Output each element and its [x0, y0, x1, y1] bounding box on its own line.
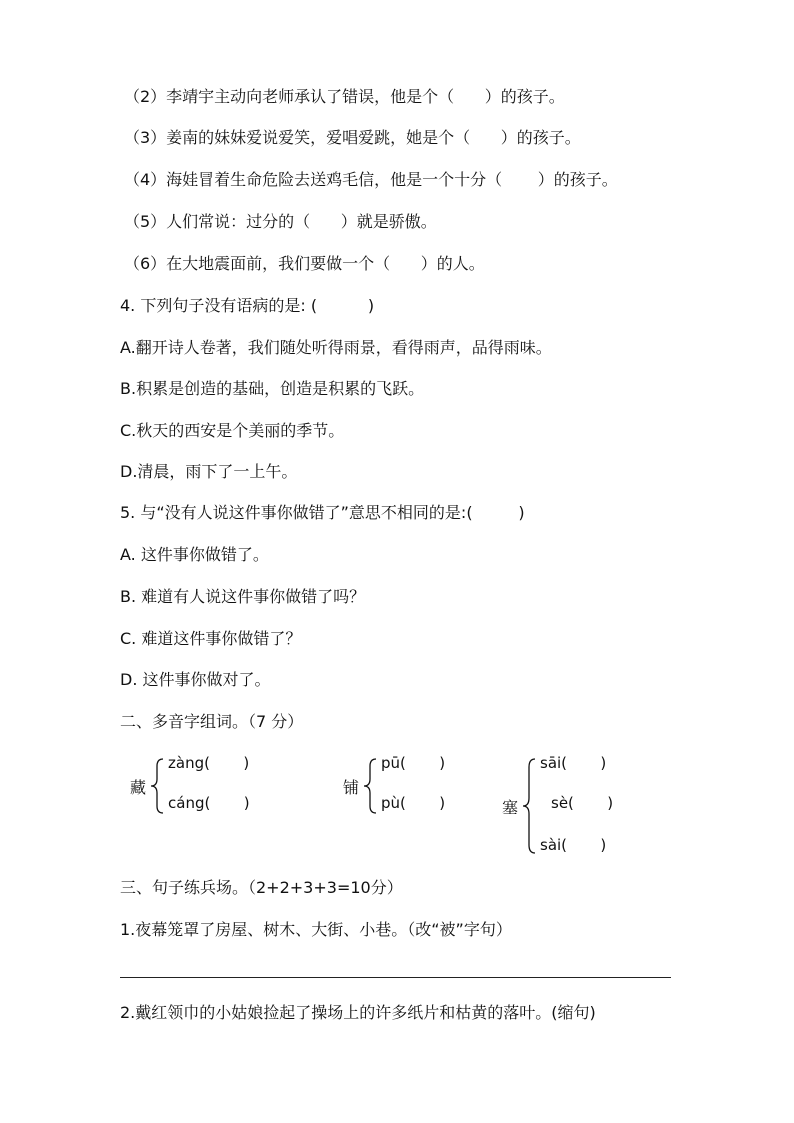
question-4-option-d: D.清晨，雨下了一上午。: [120, 462, 298, 481]
question-5-option-a: A. 这件事你做错了。: [120, 545, 269, 564]
fill-item-5: （5）人们常说：过分的（ ）就是骄傲。: [124, 212, 437, 231]
pinyin-reading: pù( ): [381, 794, 446, 812]
section-2-title: 二、多音字组词。（7 分）: [120, 712, 304, 731]
curly-brace-icon: [522, 757, 538, 855]
question-5-stem: 5. 与“没有人说这件事你做错了”意思不相同的是:( ): [120, 503, 525, 522]
pinyin-reading: cáng( ): [168, 794, 250, 812]
section-3-question-1: 1.夜幕笼罩了房屋、树木、大街、小巷。（改“被”字句）: [120, 920, 512, 939]
question-4-option-b: B.积累是创造的基础，创造是积累的飞跃。: [120, 379, 425, 398]
pinyin-reading: zàng( ): [168, 754, 250, 772]
question-5-option-d: D. 这件事你做对了。: [120, 670, 271, 689]
pinyin-reading: sāi( ): [540, 754, 607, 772]
pinyin-reading: pū( ): [381, 754, 446, 772]
pinyin-reading: sè( ): [551, 794, 614, 812]
fill-item-4: （4）海娃冒着生命危险去送鸡毛信，他是一个十分（ ）的孩子。: [124, 170, 618, 189]
fill-item-2: （2）李靖宇主动向老师承认了错误，他是个（ ）的孩子。: [124, 87, 565, 106]
question-4-stem: 4. 下列句子没有语病的是: ( ): [120, 296, 375, 315]
section-3-question-2: 2.戴红领巾的小姑娘捡起了操场上的许多纸片和枯黄的落叶。(缩句): [120, 1003, 596, 1022]
polyphone-char: 铺: [343, 778, 360, 797]
pinyin-reading: sài( ): [540, 836, 607, 854]
answer-line[interactable]: [120, 977, 671, 978]
curly-brace-icon: [150, 757, 166, 815]
fill-item-3: （3）姜南的妹妹爱说爱笑，爱唱爱跳，她是个（ ）的孩子。: [124, 128, 581, 147]
question-4-option-a: A.翻开诗人卷著，我们随处听得雨景，看得雨声，品得雨味。: [120, 338, 552, 357]
section-3-title: 三、句子练兵场。（2+2+3+3=10分）: [120, 878, 403, 897]
fill-item-6: （6）在大地震面前，我们要做一个（ ）的人。: [124, 254, 485, 273]
question-5-option-b: B. 难道有人说这件事你做错了吗？: [120, 587, 366, 606]
polyphone-char: 藏: [130, 778, 147, 797]
question-5-option-c: C. 难道这件事你做错了？: [120, 629, 302, 648]
curly-brace-icon: [363, 757, 379, 815]
polyphone-char: 塞: [502, 798, 519, 817]
question-4-option-c: C.秋天的西安是个美丽的季节。: [120, 421, 345, 440]
